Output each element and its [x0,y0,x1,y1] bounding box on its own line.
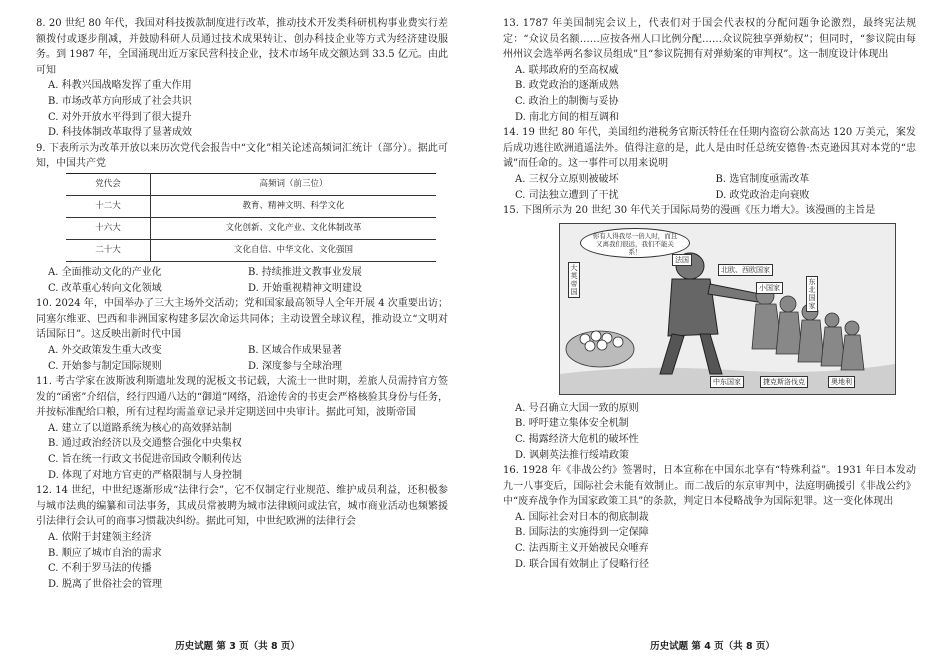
q14-option-d[interactable]: D. 政党政治走向衰败 [715,189,810,201]
table-cell: 二十大 [66,239,151,261]
q10-options [36,343,448,374]
q12-option-c[interactable]: C. 不利于罗马法的传播 [48,563,152,575]
label-austria: 奥地利 [828,376,855,388]
question-9-stem: 9. 下表所示为改革开放以来历次党代会报告中“文化”相关论述高频词汇统计（部分）。据此可知，中国共产党 [36,142,448,170]
q16-option-d[interactable]: D. 联合国有效制止了侵略行径 [515,558,650,570]
q8-option-b[interactable]: B. 市场改革方向形成了社会共识 [48,95,192,107]
table-row [66,195,436,217]
q12-option-d[interactable]: D. 脱离了世俗社会的管理 [48,578,163,590]
question-12-stem: 12. 14 世纪，中世纪逐渐形成“法律行会”，它不仅制定行业规范、维护成员利益，还积极参与城市法典的编纂和司法事务，其成员常被聘为城市法律顾问或法官，城市商业活动也频繁援引法律行会认可的商事习惯裁决纠纷。据此可知，中世纪欧洲的法律行会 [36,485,448,528]
table-cell: 十二大 [66,195,151,217]
question-10 [36,296,448,374]
q8-option-c[interactable]: C. 对外开放水平得到了很大提升 [48,111,192,123]
q15-option-c[interactable]: C. 揭露经济大危机的破坏性 [515,433,639,445]
page-footer-left: 历史试题 第 3 页（共 8 页） [175,641,300,652]
table-row [66,217,436,239]
right-column [503,16,916,572]
question-16-stem: 16. 1928 年《非战公约》签署时，日本宣称在中国东北享有“特殊利益”。1931 年日本发动九一八事变后，国际社会未能有效制止。而二战后的东京审判中，法庭明确援引《非战公约》中“废弃战争作为国家政策工具”的条款，判定日本侵略战争为国际犯罪。这一变化体现出 [503,465,916,508]
q15-option-d[interactable]: D. 讽刺英法推行绥靖政策 [515,449,630,461]
q10-option-c[interactable]: C. 开始参与制定国际规则 [48,360,162,372]
page-footer-right: 历史试题 第 4 页（共 8 页） [650,641,775,652]
q9-option-c[interactable]: C. 改革重心转向文化领域 [48,282,162,294]
q11-option-d[interactable]: D. 体现了对地方官吏的严格限制与人身控制 [48,469,243,481]
q14-option-c[interactable]: C. 司法独立遭到了干扰 [515,189,619,201]
pressure-cartoon [559,223,896,395]
left-column [36,16,448,592]
table-header-keywords: 高频词（前三位） [151,173,437,195]
label-czechoslovakia: 捷克斯洛伐克 [760,376,808,388]
question-15 [503,203,916,463]
speech-bubble: 你有人得我尽一倍人时，而且又离我们很远，我们不能关系！ [580,228,690,258]
question-15-stem: 15. 下图所示为 20 世纪 30 年代关于国际局势的漫画《压力增大》。该漫画的主旨是 [503,205,876,217]
q15-option-a[interactable]: A. 号召确立大国一致的原则 [515,402,639,414]
question-14-stem: 14. 19 世纪 80 年代，美国纽约港税务官斯沃特任在任期内盗窃公款高达 120 万美元，案发后成功逃往欧洲逍遥法外。值得注意的是，此人是由时任总统安德鲁·杰克逊因其对本党的“忠诚”而任命的。这一事件可以用来说明 [503,127,916,170]
table-cell: 十六大 [66,217,151,239]
q13-option-c[interactable]: C. 政治上的制衡与妥协 [515,95,619,107]
q14-options [503,172,916,203]
q13-option-a[interactable]: A. 联邦政府的至高权威 [515,64,619,76]
q9-option-b[interactable]: B. 持续推进文教事业发展 [248,266,362,278]
q16-option-b[interactable]: B. 国际法的实施得到一定保障 [515,527,649,539]
q12-option-a[interactable]: A. 依附于封建领主经济 [48,532,152,544]
label-north-west-europe: 北欧、西欧国家 [718,264,773,276]
table-header-row [66,173,436,195]
label-middle-east: 中东国家 [710,376,744,388]
basket-of-eggs [566,331,634,367]
q9-option-d[interactable]: D. 开始重视精神文明建设 [248,282,363,294]
q10-option-a[interactable]: A. 外交政策发生重大改变 [48,344,162,356]
q10-option-b[interactable]: B. 区域合作成果显著 [248,344,342,356]
q15-option-b[interactable]: B. 呼吁建立集体安全机制 [515,418,629,430]
q12-option-b[interactable]: B. 顺应了城市自治的需求 [48,547,162,559]
question-16 [503,463,916,572]
question-14 [503,125,916,203]
exam-page-4 [475,0,950,659]
question-8 [36,16,448,141]
question-10-stem: 10. 2024 年，中国举办了三大主场外交活动；党和国家最高领导人全年开展 4 次重要出访；同塞尔维亚、巴西和非洲国家构建多层次命运共同体；主动设置全球议程，推动设立“文明对话国际日”。这反映出新时代中国 [36,298,448,341]
q14-option-b[interactable]: B. 选官制度亟需改革 [715,173,810,185]
q8-option-d[interactable]: D. 科技体制改革取得了显著成效 [48,127,193,139]
q14-option-a[interactable]: A. 三权分立原则被破坏 [515,173,619,185]
q16-option-c[interactable]: C. 法西斯主义开始被民众唾弃 [515,543,649,555]
question-13 [503,16,916,125]
question-9 [36,141,448,296]
q16-option-a[interactable]: A. 国际社会对日本的彻底制裁 [515,511,649,523]
label-northeast-states: 东北国家 [806,276,818,312]
table-header-congress: 党代会 [66,173,151,195]
question-8-stem: 8. 20 世纪 80 年代，我国对科技拨款制度进行改革，推动技术开发类科研机构事业费实行差额拨付或逐步削减，并鼓励科研人员通过技术成果转让、创办科技企业等方式为经济建设服务。到 1987 年，全国涌现出近万家民营科技企业，技术市场年成交额达到 33.5 亿元。由此可知 [36,18,448,76]
table-cell: 教育、精神文明、科学文化 [151,195,437,217]
q13-option-b[interactable]: B. 政党政治的逐渐成熟 [515,80,619,92]
table-cell: 文化自信、中华文化、文化强国 [151,239,437,261]
label-british-empire: 大英帝国 [568,262,580,298]
table-row [66,239,436,261]
q9-options [36,265,448,296]
question-11 [36,374,448,483]
question-11-stem: 11. 考古学家在波斯波利斯遗址发现的泥板文书记载，大流士一世时期，差旅人员需持官方签发的“函密”介绍信，经行四通八达的“御道”网络，沿途传舍的书吏会严格核验其身份与任务，并按标准配给口粮，所有过程均需盖章记录并定期送回中央审计。据此可知，波斯帝国 [36,376,448,419]
q13-option-d[interactable]: D. 南北方间的相互调和 [515,111,620,123]
q11-option-c[interactable]: C. 旨在统一行政文书促进帝国政令顺利传达 [48,454,242,466]
question-13-stem: 13. 1787 年美国制宪会议上，代表们对于国会代表权的分配问题争论激烈，最终宪法规定：“众议员名额……应按各州人口比例分配……众议院独享弹劾权”；但同时，“参议院由每州州议会选举两名参议员组成”且“参议院拥有对弹劾案的审判权”。这一制度设计体现出 [503,18,916,61]
party-congress-table [66,173,436,262]
q11-option-a[interactable]: A. 建立了以道路系统为核心的高效驿站制 [48,422,232,434]
q9-option-a[interactable]: A. 全面推动文化的产业化 [48,266,162,278]
label-small-states: 小国家 [756,282,783,294]
q8-option-a[interactable]: A. 科教兴国战略发挥了重大作用 [48,80,192,92]
label-france: 法国 [672,254,692,266]
table-cell: 文化创新、文化产业、文化体制改革 [151,217,437,239]
q10-option-d[interactable]: D. 深度参与全球治理 [248,360,343,372]
question-12 [36,483,448,592]
q11-option-b[interactable]: B. 通过政治经济以及交通整合强化中央集权 [48,438,242,450]
